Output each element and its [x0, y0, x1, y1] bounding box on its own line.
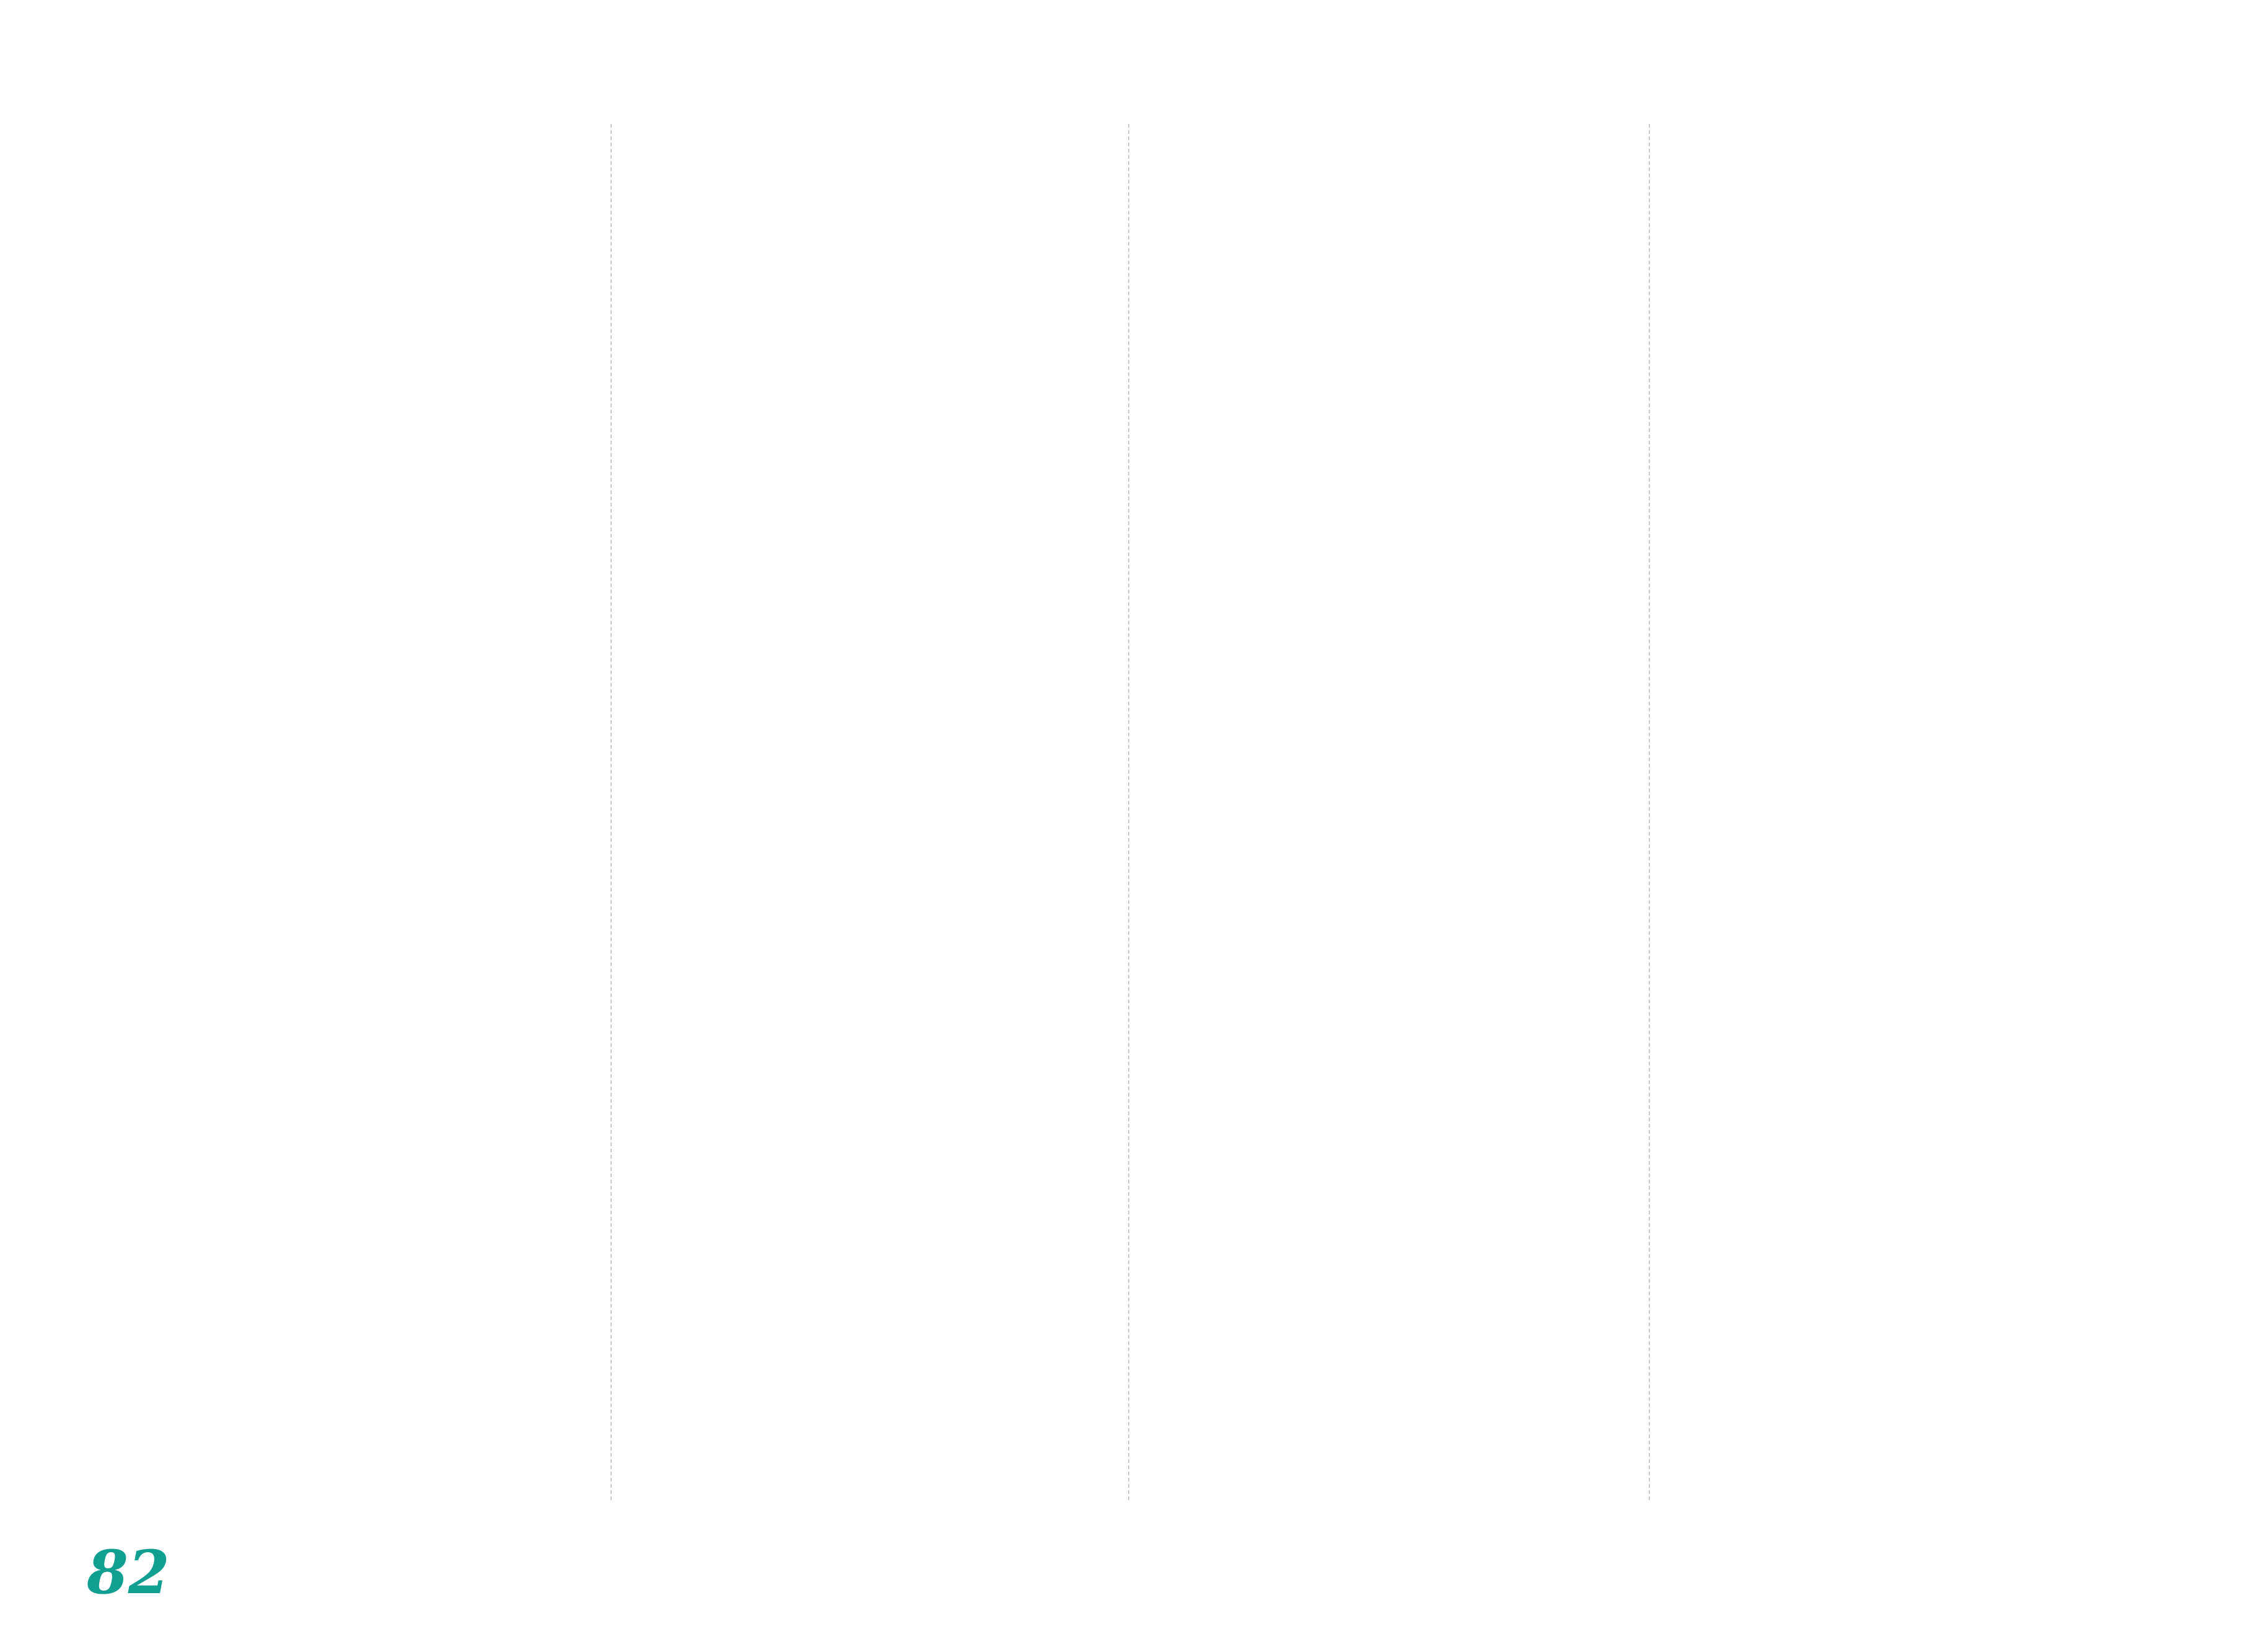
page-footer [87, 1537, 831, 1606]
answer-block [87, 826, 564, 935]
column-divider [1128, 124, 1129, 1500]
answer-block [1674, 1283, 2151, 1392]
column-4 [1674, 118, 2151, 1513]
answer-block [638, 817, 1116, 926]
answer-block [1674, 1167, 2151, 1276]
answer-block [1674, 351, 2151, 460]
column-1 [87, 118, 564, 1513]
answer-block [1153, 467, 1630, 576]
answer-block [1153, 584, 1630, 693]
answer-block [638, 1167, 1116, 1276]
answer-block [87, 118, 564, 227]
answer-block [1153, 942, 1630, 1051]
answer-block [638, 1050, 1116, 1159]
answer-block [1674, 700, 2151, 810]
answer-block [1153, 826, 1630, 935]
answer-block [638, 234, 1116, 343]
answer-block [638, 934, 1116, 1043]
answer-block [1153, 709, 1630, 818]
column-3 [1153, 118, 1630, 1513]
column-divider [1649, 124, 1650, 1500]
answer-block [1674, 1050, 2151, 1159]
page-number: 82 [87, 1537, 170, 1607]
answer-block [638, 351, 1116, 460]
answer-block [1153, 118, 1630, 227]
answer-block [1153, 234, 1630, 343]
answer-block [87, 584, 564, 693]
answer-block [1674, 234, 2151, 343]
answer-block [1674, 584, 2151, 693]
answer-block [87, 234, 564, 343]
answer-block [1674, 467, 2151, 576]
answer-block [1674, 118, 2151, 227]
answer-block [87, 700, 564, 810]
answer-block [87, 942, 564, 1051]
answer-block [638, 118, 1116, 227]
column-2 [638, 118, 1116, 1513]
column-divider [611, 124, 612, 1500]
answer-block [638, 1283, 1116, 1392]
answer-block [1674, 934, 2151, 1043]
answer-block [1153, 351, 1630, 460]
answer-block [1153, 1059, 1630, 1168]
answer-block [638, 467, 1116, 576]
answer-block [638, 584, 1116, 693]
answer-block [87, 467, 564, 576]
answer-block [87, 351, 564, 460]
answer-block [1674, 817, 2151, 926]
answer-block [638, 700, 1116, 810]
